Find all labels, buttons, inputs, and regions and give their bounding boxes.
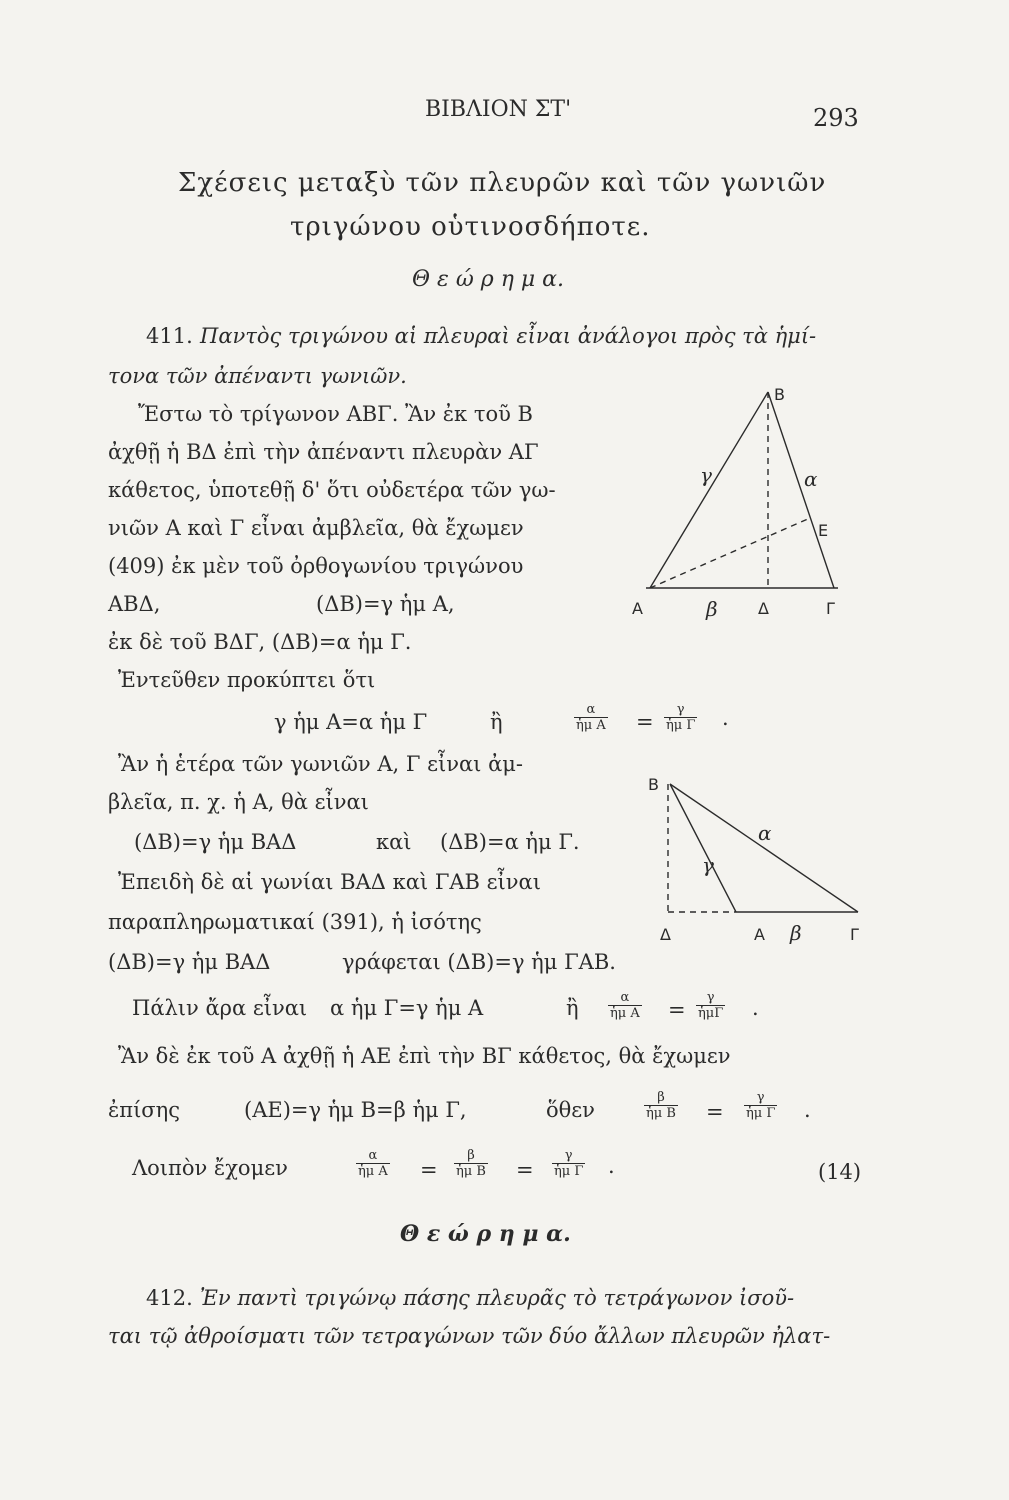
fraction-denominator: ἡμ Β [456, 1164, 486, 1179]
fraction-denominator: ἡμ Α [576, 718, 606, 733]
fraction-numerator: α [586, 702, 596, 717]
fraction [552, 1148, 585, 1179]
proof-line: κάθετος, ὑποτεθῇ δ' ὅτι οὐδετέρα τῶν γω- [108, 478, 556, 502]
proof-line: Ἔστω τὸ τρίγωνον ΑΒΓ. Ἂν ἐκ τοῦ Β [138, 402, 533, 426]
side-label-b: β [790, 921, 802, 945]
equals-sign: = [420, 1158, 438, 1182]
proof-line: (ΔΒ)=γ ἡμ ΒΑΔ [134, 830, 297, 854]
page-number: 293 [813, 104, 859, 132]
side-label-a: α [804, 467, 818, 491]
proof-line: (409) ἐκ μὲν τοῦ ὀρθογωνίου τριγώνου [108, 554, 524, 578]
side-bg [768, 392, 834, 588]
proposition-number: 412. [146, 1286, 193, 1310]
side-label-c: γ [700, 463, 712, 487]
fraction [454, 1148, 488, 1179]
fraction-numerator: γ [756, 1090, 765, 1105]
proof-line: ΑΒΔ, [108, 592, 161, 616]
equation-number: (14) [818, 1160, 862, 1184]
proof-line: ἐκ δὲ τοῦ ΒΔΓ, (ΔΒ)=α ἡμ Γ. [108, 630, 412, 654]
fraction-denominator: ἡμ Α [358, 1164, 388, 1179]
point-e: Ε [818, 521, 829, 540]
proposition-statement: Ἐν παντὶ τριγώνῳ πάσης πλευρᾶς τὸ τετράγωνον ἰσοῦ- [200, 1286, 795, 1310]
section-title-line1: Σχέσεις μεταξὺ τῶν πλευρῶν καὶ τῶν γωνιῶν [178, 168, 827, 198]
proof-line: παραπληρωματικαί (391), ἡ ἰσότης [108, 910, 482, 934]
side-bg [670, 784, 858, 912]
side-label-c: γ [702, 853, 714, 877]
fraction-denominator: ἡμ Γ [554, 1164, 584, 1179]
proof-line: (ΔΒ)=γ ἡμ Α, [316, 592, 455, 616]
proof-line: γράφεται (ΔΒ)=γ ἡμ ΓΑΒ. [342, 950, 616, 974]
proof-line: ὅθεν [546, 1098, 595, 1122]
fraction [574, 702, 608, 733]
proof-line: ἐπίσης [108, 1098, 180, 1122]
running-title: ΒΙΒΛΙΟΝ ΣΤ' [425, 97, 572, 122]
figure-obtuse-triangle [640, 768, 880, 948]
vertex-g: Γ [826, 599, 835, 618]
period: . [608, 1154, 615, 1178]
figure-acute-triangle [620, 370, 860, 630]
equals-sign: = [636, 710, 654, 734]
fraction-numerator: γ [564, 1148, 573, 1163]
equals-sign: = [516, 1158, 534, 1182]
vertex-a: Α [632, 599, 643, 618]
proposition-number: 411. [146, 324, 193, 348]
proof-line: Ἂν ἡ ἑτέρα τῶν γωνιῶν Α, Γ εἶναι ἀμ- [118, 752, 523, 776]
proof-line: (ΔΒ)=α ἡμ Γ. [440, 830, 580, 854]
fraction [644, 1090, 678, 1121]
period: . [804, 1098, 811, 1122]
equals-sign: = [668, 998, 686, 1022]
proof-line: Ἐπειδὴ δὲ αἱ γωνίαι ΒΑΔ καὶ ΓΑΒ εἶναι [118, 870, 541, 894]
side-ab [650, 392, 768, 588]
fraction-numerator: γ [706, 990, 715, 1005]
fraction-denominator: ἡμ Β [646, 1106, 676, 1121]
proof-line: καὶ [376, 830, 412, 854]
period: . [752, 996, 759, 1020]
fraction [356, 1148, 390, 1179]
equals-sign: = [706, 1100, 724, 1124]
fraction-denominator: ἡμ Α [610, 1006, 640, 1021]
theorem-label: Θ ε ώ ρ η μ α. [400, 1221, 571, 1247]
vertex-b: Β [648, 775, 659, 794]
fraction [664, 702, 697, 733]
section-title-line2: τριγώνου οὑτινοσδήποτε. [290, 212, 651, 242]
proposition-statement: τονα τῶν ἀπέναντι γωνιῶν. [108, 364, 407, 388]
side-ab [670, 784, 736, 912]
point-d: Δ [758, 599, 769, 618]
proof-line: (ΔΒ)=γ ἡμ ΒΑΔ [108, 950, 271, 974]
proposition-statement: ται τῷ ἀθροίσματι τῶν τετραγώνων τῶν δύο ἄλλων πλευρῶν ἠλατ- [108, 1324, 831, 1348]
fraction-numerator: α [620, 990, 630, 1005]
equation: (ΑΕ)=γ ἡμ Β=β ἡμ Γ, [244, 1098, 467, 1122]
proof-line: ἀχθῇ ἡ ΒΔ ἐπὶ τὴν ἀπέναντι πλευρὰν ΑΓ [108, 440, 539, 464]
equation: ἢ [490, 710, 503, 734]
proof-line: Λοιπὸν ἔχομεν [132, 1156, 288, 1180]
fraction [696, 990, 725, 1021]
altitude-ae [650, 518, 810, 588]
side-label-b: β [706, 597, 718, 621]
vertex-g: Γ [850, 925, 859, 944]
fraction-numerator: β [657, 1090, 665, 1105]
vertex-a: Α [754, 925, 765, 944]
theorem-label: Θ ε ώ ρ η μ α. [412, 267, 565, 292]
period: . [722, 706, 729, 730]
point-d: Δ [660, 925, 671, 944]
fraction-denominator: ἡμΓ [698, 1006, 724, 1021]
side-label-a: α [758, 821, 772, 845]
fraction [608, 990, 642, 1021]
equation: ἢ [566, 996, 579, 1020]
proof-line: Ἂν δὲ ἐκ τοῦ Α ἀχθῇ ἡ ΑΕ ἐπὶ τὴν ΒΓ κάθετος, θὰ ἔχωμεν [118, 1044, 731, 1068]
proof-line: νιῶν Α καὶ Γ εἶναι ἀμβλεῖα, θὰ ἔχωμεν [108, 516, 524, 540]
fraction-denominator: ἡμ Γ [666, 718, 696, 733]
fraction-numerator: β [467, 1148, 475, 1163]
proof-line: Ἐντεῦθεν προκύπτει ὅτι [118, 668, 376, 692]
vertex-b: Β [774, 385, 785, 404]
proposition-statement: Παντὸς τριγώνου αἱ πλευραὶ εἶναι ἀνάλογοι πρὸς τὰ ἡμί- [200, 324, 817, 348]
fraction-denominator: ἡμ Γ [746, 1106, 776, 1121]
equation: γ ἡμ Α=α ἡμ Γ [274, 710, 428, 734]
fraction [744, 1090, 777, 1121]
fraction-numerator: γ [676, 702, 685, 717]
proof-line: βλεῖα, π. χ. ἡ Α, θὰ εἶναι [108, 790, 369, 814]
proof-line: Πάλιν ἄρα εἶναι [132, 996, 308, 1020]
equation: α ἡμ Γ=γ ἡμ Α [330, 996, 484, 1020]
fraction-numerator: α [368, 1148, 378, 1163]
